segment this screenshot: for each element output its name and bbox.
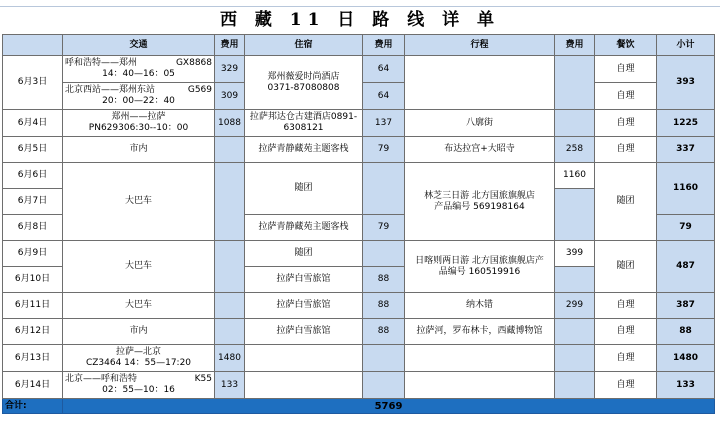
date-cell[interactable]: 6月11日 (3, 293, 63, 319)
transport-cell[interactable]: 市内 (63, 137, 215, 163)
transport-cost-cell[interactable]: 1480 (215, 345, 245, 372)
transport-time: PN629306:30--10：00 (88, 123, 189, 133)
itinerary-cell[interactable] (405, 163, 555, 241)
table-row (3, 372, 715, 399)
lodging-cell[interactable]: 拉萨白雪旅馆 (245, 293, 363, 319)
date-cell[interactable]: 6月4日 (3, 110, 63, 137)
meals-cell[interactable]: 自理 (595, 110, 657, 137)
transport-cell[interactable] (63, 345, 215, 372)
itinerary-cell[interactable]: 布达拉宫+大昭寺 (405, 137, 555, 163)
transport-cell[interactable]: 市内 (63, 319, 215, 345)
header-transport[interactable]: 交通 (63, 35, 215, 56)
lodging-cost-cell[interactable]: 137 (363, 110, 405, 137)
itinerary-cost-cell[interactable] (555, 267, 595, 293)
itinerary-cost-cell[interactable] (555, 345, 595, 372)
itinerary-cost-cell[interactable] (555, 110, 595, 137)
date-cell[interactable]: 6月6日 (3, 163, 63, 189)
lodging-cost-cell[interactable] (363, 372, 405, 399)
lodging-cost-cell[interactable] (363, 345, 405, 372)
itinerary-cell[interactable] (405, 345, 555, 372)
total-value[interactable] (63, 399, 715, 414)
itinerary-cell[interactable]: 八廓街 (405, 110, 555, 137)
lodging-cost-cell[interactable]: 88 (363, 267, 405, 293)
meals-cell[interactable]: 自理 (595, 293, 657, 319)
header-meals[interactable]: 餐饮 (595, 35, 657, 56)
transport-number: GX8868 (175, 58, 212, 68)
lodging-cell[interactable]: 随团 (245, 241, 363, 267)
meals-cell[interactable]: 自理 (595, 372, 657, 399)
transport-route: 呼和浩特——郑州 (65, 58, 138, 68)
lodging-cost-cell[interactable]: 79 (363, 137, 405, 163)
subtotal-cell[interactable]: 79 (657, 215, 715, 241)
transport-cell[interactable]: 大巴车 (63, 241, 215, 293)
table-row (3, 163, 715, 189)
date-cell[interactable]: 6月5日 (3, 137, 63, 163)
header-date[interactable] (3, 35, 63, 56)
lodging-cell[interactable]: 随团 (245, 163, 363, 215)
transport-number: G569 (187, 85, 212, 95)
lodging-cell[interactable] (245, 372, 363, 399)
lodging-cell[interactable]: 拉萨青静藏苑主题客栈 (245, 215, 363, 241)
header-cost-lodging[interactable]: 费用 (363, 35, 405, 56)
itinerary-cost-cell[interactable] (555, 372, 595, 399)
itinerary-cost-cell[interactable]: 399 (555, 241, 595, 267)
transport-time: 02：55—10：16 (102, 385, 175, 395)
transport-time: 14：40—16：05 (102, 69, 175, 79)
table-row (3, 137, 715, 163)
lodging-cost-cell[interactable] (363, 241, 405, 267)
transport-cost-cell[interactable]: 1088 (215, 110, 245, 137)
transport-cell[interactable] (63, 83, 215, 110)
transport-cost-cell[interactable] (215, 163, 245, 241)
meals-cell[interactable]: 随团 (595, 241, 657, 293)
total-row (3, 399, 715, 414)
transport-cost-cell[interactable]: 133 (215, 372, 245, 399)
meals-cell[interactable]: 自理 (595, 319, 657, 345)
itinerary-cost-cell[interactable] (555, 189, 595, 241)
transport-cost-cell[interactable] (215, 293, 245, 319)
table-row (3, 241, 715, 267)
transport-route: 郑州——拉萨 (111, 112, 166, 122)
header-cost-itinerary[interactable]: 费用 (555, 35, 595, 56)
transport-cost-cell[interactable]: 309 (215, 83, 245, 110)
meals-cell[interactable]: 自理 (595, 345, 657, 372)
total-label[interactable]: 合计: (3, 399, 63, 414)
itinerary-table (2, 34, 715, 414)
itinerary-cost-cell[interactable]: 1160 (555, 163, 595, 189)
lodging-cost-cell[interactable]: 88 (363, 293, 405, 319)
lodging-cell[interactable]: 拉萨白雪旅馆 (245, 319, 363, 345)
transport-time: 20：00—22：40 (102, 96, 175, 106)
date-cell[interactable]: 6月13日 (3, 345, 63, 372)
lodging-cost-cell[interactable]: 64 (363, 83, 405, 110)
transport-route: 北京西站——郑州东站 (65, 85, 156, 95)
meals-cell[interactable]: 自理 (595, 83, 657, 110)
date-cell[interactable]: 6月8日 (3, 215, 63, 241)
meals-cell[interactable]: 自理 (595, 137, 657, 163)
itinerary-cell[interactable] (405, 241, 555, 293)
itinerary-cell[interactable]: 纳木错 (405, 293, 555, 319)
lodging-name: 郑州薇爱时尚酒店 (267, 71, 340, 82)
date-cell[interactable]: 6月9日 (3, 241, 63, 267)
table-row (3, 293, 715, 319)
itinerary-line: 产品编号 569198164 (434, 201, 525, 212)
transport-cost-cell[interactable] (215, 319, 245, 345)
table-row (3, 345, 715, 372)
lodging-cost-cell[interactable]: 64 (363, 56, 405, 83)
lodging-cost-cell[interactable]: 79 (363, 215, 405, 241)
table-row (3, 319, 715, 345)
transport-route: 拉萨—北京 (115, 347, 161, 357)
itinerary-line: 林芝三日游 北方国旅旗舰店 (424, 190, 535, 201)
header-itinerary[interactable]: 行程 (405, 35, 555, 56)
lodging-cost-cell[interactable]: 88 (363, 319, 405, 345)
meals-cell[interactable]: 自理 (595, 56, 657, 83)
subtotal-cell[interactable]: 133 (657, 372, 715, 399)
header-row (3, 35, 715, 56)
lodging-cell[interactable]: 拉萨白雪旅馆 (245, 267, 363, 293)
date-cell[interactable]: 6月7日 (3, 189, 63, 215)
header-cost-transport[interactable]: 费用 (215, 35, 245, 56)
table-row (3, 110, 715, 137)
subtotal-cell[interactable]: 337 (657, 137, 715, 163)
subtotal-cell[interactable]: 1160 (657, 163, 715, 215)
subtotal-cell[interactable]: 1480 (657, 345, 715, 372)
date-cell[interactable]: 6月3日 (3, 56, 63, 110)
itinerary-cost-cell[interactable] (555, 56, 595, 110)
date-cell[interactable]: 6月12日 (3, 319, 63, 345)
itinerary-cost-cell[interactable]: 258 (555, 137, 595, 163)
meals-cell[interactable]: 随团 (595, 163, 657, 241)
total-amount: 5769 (374, 400, 403, 412)
header-lodging[interactable]: 住宿 (245, 35, 363, 56)
date-cell[interactable]: 6月14日 (3, 372, 63, 399)
transport-time: CZ3464 14：55—17:20 (85, 358, 192, 368)
lodging-cell[interactable] (245, 345, 363, 372)
transport-number: K55 (194, 374, 212, 384)
date-cell[interactable]: 6月10日 (3, 267, 63, 293)
itinerary-cell[interactable]: 拉萨河，罗布林卡，西藏博物馆 (405, 319, 555, 345)
header-subtotal[interactable]: 小计 (657, 35, 715, 56)
transport-cell[interactable] (63, 110, 215, 137)
subtotal-cell[interactable]: 1225 (657, 110, 715, 137)
itinerary-cell[interactable] (405, 372, 555, 399)
lodging-name: 拉萨邦达仓古建酒店0891- (249, 112, 358, 122)
transport-cost-cell[interactable] (215, 137, 245, 163)
subtotal-cell[interactable]: 387 (657, 293, 715, 319)
lodging-cell[interactable] (245, 56, 363, 110)
itinerary-cost-cell[interactable] (555, 319, 595, 345)
lodging-phone: 6308121 (283, 123, 324, 133)
transport-cell[interactable]: 大巴车 (63, 293, 215, 319)
table-row (3, 56, 715, 83)
itinerary-cost-cell[interactable]: 299 (555, 293, 595, 319)
subtotal-cell[interactable]: 487 (657, 241, 715, 293)
lodging-cell[interactable] (245, 110, 363, 137)
transport-cell[interactable]: 大巴车 (63, 163, 215, 241)
page-title: 西 藏 11 日 路 线 详 单 (219, 10, 501, 30)
transport-route: 北京——呼和浩特 (65, 374, 138, 384)
transport-cost-cell[interactable]: 329 (215, 56, 245, 83)
subtotal-cell[interactable]: 393 (657, 56, 715, 110)
subtotal-cell[interactable]: 88 (657, 319, 715, 345)
transport-cell[interactable] (63, 372, 215, 399)
lodging-phone: 0371-87080808 (267, 82, 340, 93)
itinerary-line: 品编号 160519916 (438, 266, 521, 277)
transport-cost-cell[interactable] (215, 241, 245, 293)
lodging-cost-cell[interactable] (363, 163, 405, 215)
transport-cell[interactable] (63, 56, 215, 83)
lodging-cell[interactable]: 拉萨青静藏苑主题客栈 (245, 137, 363, 163)
itinerary-line: 日喀则两日游 北方国旅旗舰店产 (415, 255, 544, 266)
itinerary-cell[interactable] (405, 56, 555, 110)
